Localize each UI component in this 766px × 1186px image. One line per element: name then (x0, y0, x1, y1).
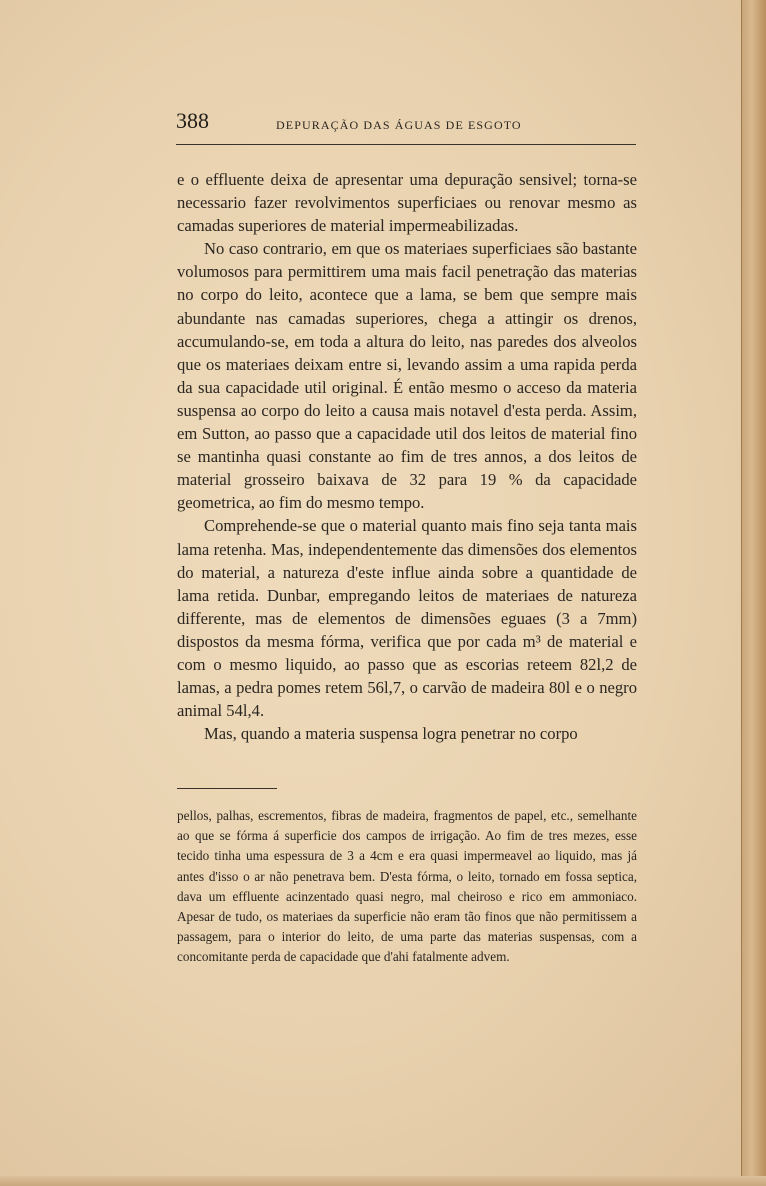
footnote-text: pellos, palhas, escrementos, fibras de madeira, fragmentos de papel, etc., semelhante ao que se fórma á superficie dos campos de irrigação. Ao fim de tres mezes, esse tecido tinha uma espessura de 3 a 4cm e era quasi impermeavel ao liquido, mas já antes d'isso o ar não penetrava bem. D'esta fórma, o leito, tornado em fossa septica, dava um effluente acinzentado quasi negro, mal cheiroso e rico em ammoniaco. Apesar de tudo, os materiaes da superficie não eram tão finos que não permitissem a passagem, para o interior do leito, de uma parte das materias suspensas, com a concomitante perda de capacidade que d'ahi fatalmente advem. (177, 808, 637, 965)
running-title: DEPURAÇÃO DAS ÁGUAS DE ESGOTO (276, 118, 522, 132)
paragraph-4: Mas, quando a materia suspensa logra penetrar no corpo (204, 724, 578, 744)
paragraph-3: Comprehende-se que o material quanto mais fino seja tanta mais lama retenha. Mas, independentemente das dimensões dos elementos do material, a natureza d'este influe ainda sobre a quantidade de lama retida. Dunbar, empregando leitos de materiaes de natureza differente, mas de elementos de dimensões eguaes (3 a 7mm) dispostos da mesma fórma, verifica que por cada m³ de material e com o mesmo liquido, ao passo que as escorias reteem 82l,2 de lamas, a pedra pomes retem 56l,7, o carvão de madeira 80l e o negro animal 54l,4. (177, 516, 637, 721)
paragraph-1: e o effluente deixa de apresentar uma depuração sensivel; torna-se necessario fazer revolvimentos superficiaes ou renovar mesmo as camadas superiores de material impermeabilizadas. (177, 170, 637, 236)
running-header (176, 108, 636, 145)
paragraph-2: No caso contrario, em que os materiaes superficiaes são bastante volumosos para permittirem uma mais facil penetração das materias no corpo do leito, acontece que a lama, se bem que sempre mais abundante nas camadas superiores, chega a attingir os drenos, accumulando-se, em toda a altura do leito, nas paredes dos alveolos que os materiaes deixam entre si, levando assim a uma rapida perda da sua capacidade util original. É então mesmo o acceso da materia suspensa ao corpo do leito a causa mais notavel d'esta perda. Assim, em Sutton, ao passo que a capacidade util dos leitos de material fino se mantinha quasi constante ao fim de tres annos, a dos leitos de material grosseiro baixava de 32 para 19 % da capacidade geometrica, ao fim do mesmo tempo. (177, 239, 637, 513)
footnote-separator (177, 788, 277, 789)
footnote (177, 806, 637, 968)
page-edge-bottom (0, 1176, 766, 1186)
page-edge-right (741, 0, 766, 1186)
body-text (177, 168, 637, 745)
page-number: 388 (176, 108, 209, 133)
